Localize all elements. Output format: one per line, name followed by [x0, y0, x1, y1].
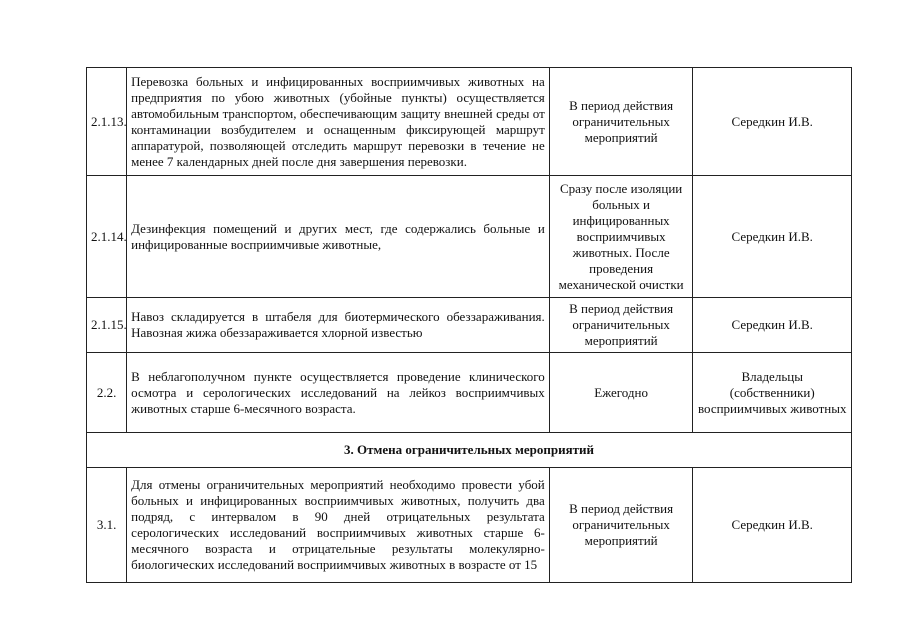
table-row: [87, 298, 852, 353]
section-heading-row: [87, 433, 852, 468]
table-row: [87, 176, 852, 298]
table-row: [87, 468, 852, 583]
measure-text: Навоз складируется в штабеля для биотермического обеззараживания. Навозная жижа обеззараживается хлорной известью: [127, 298, 550, 353]
measure-text: Дезинфекция помещений и других мест, где содержались больные и инфицированные восприимчивые животные,: [127, 176, 550, 298]
period-cell: В период действия ограничительных мероприятий: [549, 298, 693, 353]
table-row: [87, 353, 852, 433]
item-number: 2.1.13.: [87, 68, 127, 176]
period-cell: Сразу после изоляции больных и инфицированных восприимчивых животных. После проведения механической очистки: [549, 176, 693, 298]
period-cell: В период действия ограничительных мероприятий: [549, 68, 693, 176]
item-number: 2.2.: [87, 353, 127, 433]
item-number: 2.1.15.: [87, 298, 127, 353]
item-number: 2.1.14.: [87, 176, 127, 298]
responsible-cell: Середкин И.В.: [693, 176, 852, 298]
measure-text: Перевозка больных и инфицированных восприимчивых животных на предприятия по убою животных (убойные пункты) осуществляется автомобильным транспортом, обеспечивающим защиту внешней среды от контаминации возбудителем и оснащенным фиксирующей маршрут аппаратурой, позволяющей отследить маршрут перевозки в течение не менее 7 календарных дней после дня завершения перевозки.: [127, 68, 550, 176]
table-row: [87, 68, 852, 176]
responsible-cell: Середкин И.В.: [693, 298, 852, 353]
measures-table: [86, 67, 852, 583]
responsible-cell: Середкин И.В.: [693, 468, 852, 583]
period-cell: Ежегодно: [549, 353, 693, 433]
responsible-cell: Середкин И.В.: [693, 68, 852, 176]
period-cell: В период действия ограничительных мероприятий: [549, 468, 693, 583]
item-number: 3.1.: [87, 468, 127, 583]
section-title: 3. Отмена ограничительных мероприятий: [87, 433, 852, 468]
responsible-cell: Владельцы (собственники) восприимчивых животных: [693, 353, 852, 433]
measure-text: Для отмены ограничительных мероприятий необходимо провести убой больных и инфицированных восприимчивых животных, получить два подряд, с интервалом в 90 дней отрицательных результата серологических исследований восприимчивых животных старше 6-месячного возраста и отрицательные результаты молекулярно-биологических исследований восприимчивых животных в возрасте от 15: [127, 468, 550, 583]
measure-text: В неблагополучном пункте осуществляется проведение клинического осмотра и серологических исследований на лейкоз восприимчивых животных старше 6-месячного возраста.: [127, 353, 550, 433]
